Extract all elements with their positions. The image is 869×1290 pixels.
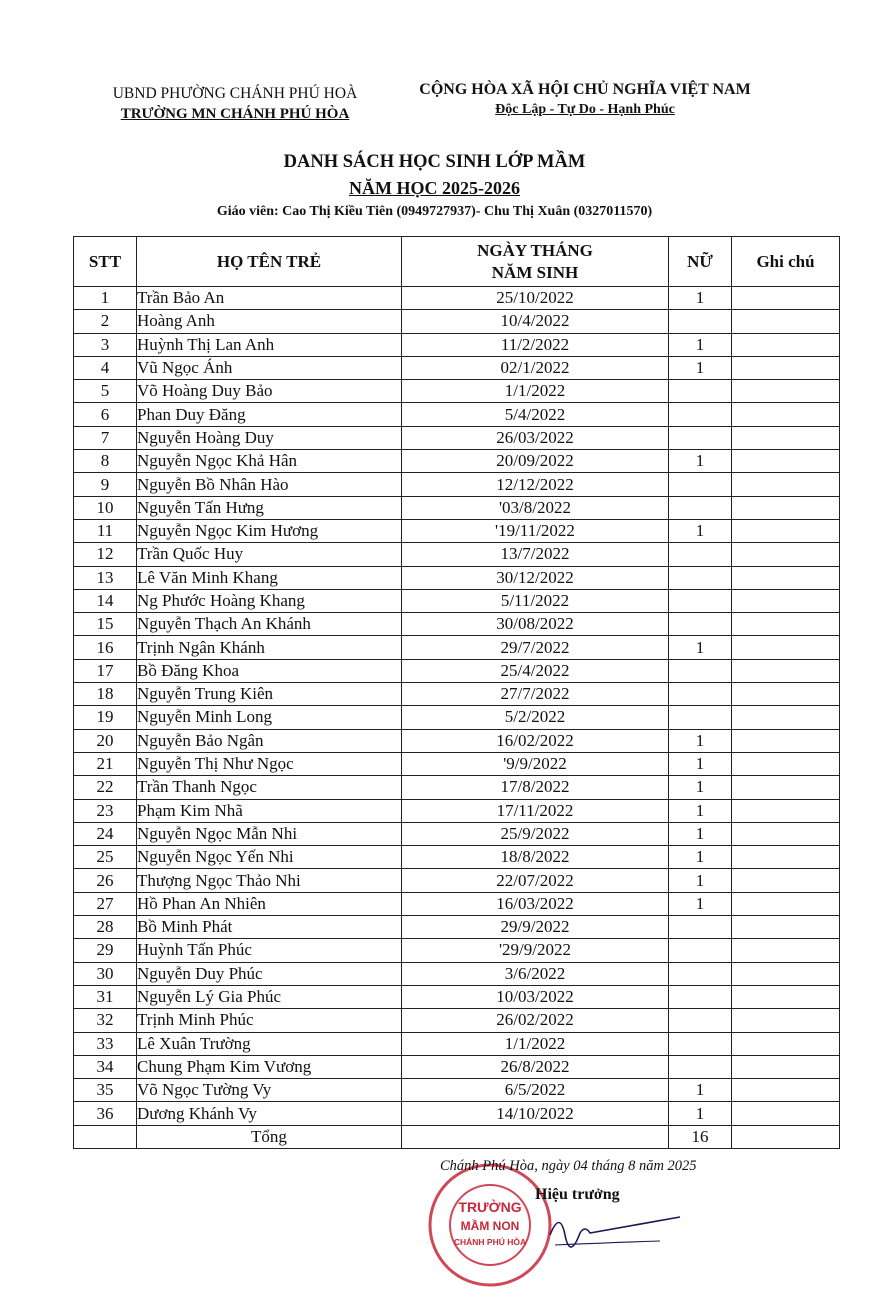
table-row [74, 962, 840, 985]
row-name: Ng Phước Hoàng Khang [137, 589, 402, 612]
total-dob-cell [402, 1125, 669, 1148]
row-note [732, 473, 840, 496]
row-note [732, 426, 840, 449]
row-female: 1 [669, 869, 732, 892]
table-row [74, 496, 840, 519]
row-dob: 1/1/2022 [402, 1032, 669, 1055]
table-row [74, 450, 840, 473]
row-stt: 36 [74, 1102, 137, 1125]
row-name: Nguyễn Bảo Ngân [137, 729, 402, 752]
row-dob: 22/07/2022 [402, 869, 669, 892]
header-left [100, 84, 370, 124]
table-row [74, 356, 840, 379]
row-name: Nguyễn Duy Phúc [137, 962, 402, 985]
row-female: 1 [669, 519, 732, 542]
row-note [732, 613, 840, 636]
header-dob-line2: NĂM SINH [491, 262, 579, 282]
row-name: Lê Xuân Trường [137, 1032, 402, 1055]
row-name: Thượng Ngọc Thảo Nhi [137, 869, 402, 892]
row-note [732, 403, 840, 426]
table-row [74, 1009, 840, 1032]
table-row [74, 566, 840, 589]
row-note [732, 985, 840, 1008]
table-row [74, 1102, 840, 1125]
row-stt: 6 [74, 403, 137, 426]
row-name: Nguyễn Ngọc Mẫn Nhi [137, 822, 402, 845]
table-row [74, 683, 840, 706]
row-female [669, 613, 732, 636]
row-female: 1 [669, 729, 732, 752]
row-name: Phạm Kim Nhã [137, 799, 402, 822]
table-row [74, 776, 840, 799]
row-dob: 25/9/2022 [402, 822, 669, 845]
table-row [74, 846, 840, 869]
row-dob: 25/4/2022 [402, 659, 669, 682]
table-row [74, 1079, 840, 1102]
row-stt: 35 [74, 1079, 137, 1102]
footer-date: Chánh Phú Hòa, ngày 04 tháng 8 năm 2025 [440, 1158, 697, 1174]
row-name: Hoàng Anh [137, 310, 402, 333]
row-dob: 6/5/2022 [402, 1079, 669, 1102]
row-female [669, 1032, 732, 1055]
row-female: 1 [669, 799, 732, 822]
row-female [669, 683, 732, 706]
table-row [74, 659, 840, 682]
table-header-row [74, 237, 840, 287]
row-dob: 5/11/2022 [402, 589, 669, 612]
table-row [74, 1055, 840, 1078]
row-note [732, 729, 840, 752]
row-female: 1 [669, 450, 732, 473]
row-name: Phan Duy Đăng [137, 403, 402, 426]
row-stt: 29 [74, 939, 137, 962]
row-dob: 3/6/2022 [402, 962, 669, 985]
row-name: Lê Văn Minh Khang [137, 566, 402, 589]
row-stt: 9 [74, 473, 137, 496]
row-note [732, 916, 840, 939]
row-name: Huỳnh Thị Lan Anh [137, 333, 402, 356]
row-dob: 16/02/2022 [402, 729, 669, 752]
row-stt: 32 [74, 1009, 137, 1032]
table-row [74, 310, 840, 333]
document-title: DANH SÁCH HỌC SINH LỚP MẦM [283, 152, 586, 172]
row-stt: 24 [74, 822, 137, 845]
stamp-text-top: TRƯỜNG [458, 1199, 522, 1215]
row-stt: 25 [74, 846, 137, 869]
table-row [74, 706, 840, 729]
table-row [74, 729, 840, 752]
row-dob: 5/2/2022 [402, 706, 669, 729]
total-label: Tổng [137, 1125, 402, 1148]
row-dob: 29/7/2022 [402, 636, 669, 659]
table-row [74, 473, 840, 496]
table-row [74, 916, 840, 939]
school-name: TRƯỜNG MN CHÁNH PHÚ HÒA [120, 106, 350, 122]
table-row [74, 636, 840, 659]
row-stt: 1 [74, 287, 137, 310]
table-row [74, 333, 840, 356]
row-dob: '9/9/2022 [402, 752, 669, 775]
row-dob: 17/11/2022 [402, 799, 669, 822]
row-note [732, 659, 840, 682]
row-dob: 10/03/2022 [402, 985, 669, 1008]
row-dob: 27/7/2022 [402, 683, 669, 706]
row-note [732, 380, 840, 403]
row-dob: '29/9/2022 [402, 939, 669, 962]
row-note [732, 1032, 840, 1055]
table-body [74, 287, 840, 1126]
table-row [74, 892, 840, 915]
school-year: NĂM HỌC 2025-2026 [349, 178, 520, 198]
student-table [73, 236, 840, 1149]
row-note [732, 450, 840, 473]
row-note [732, 846, 840, 869]
row-dob: 12/12/2022 [402, 473, 669, 496]
row-name: Trần Bảo An [137, 287, 402, 310]
row-dob: '19/11/2022 [402, 519, 669, 542]
total-stt-cell [74, 1125, 137, 1148]
row-female: 1 [669, 776, 732, 799]
row-note [732, 869, 840, 892]
row-female: 1 [669, 892, 732, 915]
row-name: Bồ Đăng Khoa [137, 659, 402, 682]
row-stt: 33 [74, 1032, 137, 1055]
row-name: Nguyễn Minh Long [137, 706, 402, 729]
row-note [732, 519, 840, 542]
row-stt: 2 [74, 310, 137, 333]
national-motto: Độc Lập - Tự Do - Hạnh Phúc [495, 102, 675, 117]
table-row [74, 1032, 840, 1055]
row-female: 1 [669, 333, 732, 356]
row-note [732, 706, 840, 729]
row-name: Nguyễn Ngọc Kim Hương [137, 519, 402, 542]
table-row [74, 519, 840, 542]
school-stamp [425, 1160, 555, 1290]
row-stt: 14 [74, 589, 137, 612]
teacher-info: Giáo viên: Cao Thị Kiều Tiên (0949727937)- Chu Thị Xuân (0327011570) [216, 204, 653, 219]
row-note [732, 543, 840, 566]
row-female: 1 [669, 752, 732, 775]
row-name: Bồ Minh Phát [137, 916, 402, 939]
row-dob: 26/03/2022 [402, 426, 669, 449]
row-name: Trịnh Minh Phúc [137, 1009, 402, 1032]
table-row [74, 799, 840, 822]
row-stt: 5 [74, 380, 137, 403]
row-female [669, 659, 732, 682]
row-name: Huỳnh Tấn Phúc [137, 939, 402, 962]
principal-signature [540, 1205, 690, 1250]
row-note [732, 356, 840, 379]
total-female: 16 [669, 1125, 732, 1148]
principal-title: Hiệu trưởng [535, 1186, 620, 1203]
row-note [732, 939, 840, 962]
row-stt: 30 [74, 962, 137, 985]
row-note [732, 287, 840, 310]
row-dob: 11/2/2022 [402, 333, 669, 356]
row-female [669, 380, 732, 403]
row-note [732, 683, 840, 706]
national-title: CỘNG HÒA XÃ HỘI CHỦ NGHĨA VIỆT NAM [419, 81, 751, 98]
stamp-text-bottom: CHÁNH PHÚ HÒA [453, 1237, 527, 1247]
row-name: Nguyễn Lý Gia Phúc [137, 985, 402, 1008]
table-row [74, 939, 840, 962]
row-name: Nguyễn Ngọc Khả Hân [137, 450, 402, 473]
table-row [74, 543, 840, 566]
row-stt: 34 [74, 1055, 137, 1078]
row-stt: 21 [74, 752, 137, 775]
row-stt: 3 [74, 333, 137, 356]
row-dob: 18/8/2022 [402, 846, 669, 869]
row-name: Nguyễn Tấn Hưng [137, 496, 402, 519]
row-name: Nguyễn Thạch An Khánh [137, 613, 402, 636]
row-name: Trịnh Ngân Khánh [137, 636, 402, 659]
row-female [669, 566, 732, 589]
row-dob: 10/4/2022 [402, 310, 669, 333]
row-note [732, 496, 840, 519]
row-note [732, 1055, 840, 1078]
row-dob: '03/8/2022 [402, 496, 669, 519]
row-dob: 30/08/2022 [402, 613, 669, 636]
row-name: Trần Thanh Ngọc [137, 776, 402, 799]
header-name: HỌ TÊN TRẺ [137, 237, 402, 287]
row-dob: 26/8/2022 [402, 1055, 669, 1078]
row-female: 1 [669, 1102, 732, 1125]
row-dob: 14/10/2022 [402, 1102, 669, 1125]
row-stt: 8 [74, 450, 137, 473]
row-stt: 28 [74, 916, 137, 939]
header-dob [402, 237, 669, 287]
table-row [74, 426, 840, 449]
row-female [669, 473, 732, 496]
row-name: Vũ Ngọc Ánh [137, 356, 402, 379]
row-dob: 02/1/2022 [402, 356, 669, 379]
row-note [732, 589, 840, 612]
row-name: Nguyễn Bồ Nhân Hào [137, 473, 402, 496]
row-dob: 1/1/2022 [402, 380, 669, 403]
row-female: 1 [669, 636, 732, 659]
stamp-text-mid: MẦM NON [460, 1219, 520, 1233]
row-female [669, 310, 732, 333]
row-note [732, 822, 840, 845]
row-female [669, 426, 732, 449]
row-female [669, 403, 732, 426]
row-female [669, 1055, 732, 1078]
row-female [669, 962, 732, 985]
row-female: 1 [669, 1079, 732, 1102]
total-note-cell [732, 1125, 840, 1148]
row-note [732, 333, 840, 356]
header-note: Ghi chú [732, 237, 840, 287]
row-stt: 23 [74, 799, 137, 822]
row-note [732, 776, 840, 799]
table-row [74, 822, 840, 845]
table-row [74, 869, 840, 892]
row-note [732, 1009, 840, 1032]
row-note [732, 1102, 840, 1125]
row-name: Nguyễn Trung Kiên [137, 683, 402, 706]
row-name: Hồ Phan An Nhiên [137, 892, 402, 915]
row-name: Trần Quốc Huy [137, 543, 402, 566]
table-row [74, 752, 840, 775]
row-female [669, 589, 732, 612]
row-name: Võ Hoàng Duy Bảo [137, 380, 402, 403]
row-stt: 22 [74, 776, 137, 799]
row-female: 1 [669, 846, 732, 869]
row-dob: 20/09/2022 [402, 450, 669, 473]
row-note [732, 962, 840, 985]
table-row [74, 589, 840, 612]
row-female [669, 939, 732, 962]
total-row [74, 1125, 840, 1148]
table-row [74, 403, 840, 426]
row-note [732, 1079, 840, 1102]
row-stt: 31 [74, 985, 137, 1008]
row-name: Nguyễn Thị Như Ngọc [137, 752, 402, 775]
row-note [732, 636, 840, 659]
row-dob: 16/03/2022 [402, 892, 669, 915]
row-female [669, 985, 732, 1008]
header-female: NỮ [669, 237, 732, 287]
row-dob: 5/4/2022 [402, 403, 669, 426]
row-name: Nguyễn Hoàng Duy [137, 426, 402, 449]
row-stt: 16 [74, 636, 137, 659]
row-stt: 10 [74, 496, 137, 519]
table-row [74, 380, 840, 403]
table-row [74, 613, 840, 636]
row-female [669, 916, 732, 939]
ward-name: UBND PHƯỜNG CHÁNH PHÚ HOÀ [112, 85, 358, 102]
row-stt: 26 [74, 869, 137, 892]
header-right [405, 80, 765, 120]
row-stt: 15 [74, 613, 137, 636]
row-dob: 25/10/2022 [402, 287, 669, 310]
row-stt: 11 [74, 519, 137, 542]
row-stt: 7 [74, 426, 137, 449]
row-dob: 13/7/2022 [402, 543, 669, 566]
row-stt: 17 [74, 659, 137, 682]
row-dob: 26/02/2022 [402, 1009, 669, 1032]
row-name: Nguyễn Ngọc Yến Nhi [137, 846, 402, 869]
row-female: 1 [669, 356, 732, 379]
row-name: Võ Ngọc Tường Vy [137, 1079, 402, 1102]
row-stt: 27 [74, 892, 137, 915]
row-female: 1 [669, 822, 732, 845]
row-female: 1 [669, 287, 732, 310]
row-note [732, 310, 840, 333]
row-name: Dương Khánh Vy [137, 1102, 402, 1125]
row-female [669, 496, 732, 519]
row-stt: 19 [74, 706, 137, 729]
row-stt: 20 [74, 729, 137, 752]
row-note [732, 799, 840, 822]
row-dob: 17/8/2022 [402, 776, 669, 799]
table-row [74, 287, 840, 310]
row-dob: 29/9/2022 [402, 916, 669, 939]
row-stt: 18 [74, 683, 137, 706]
table-row [74, 985, 840, 1008]
row-dob: 30/12/2022 [402, 566, 669, 589]
row-female [669, 706, 732, 729]
row-note [732, 892, 840, 915]
header-dob-line1: NGÀY THÁNG [477, 240, 593, 260]
row-female [669, 543, 732, 566]
header-stt: STT [74, 237, 137, 287]
row-stt: 13 [74, 566, 137, 589]
row-name: Chung Phạm Kim Vương [137, 1055, 402, 1078]
row-stt: 4 [74, 356, 137, 379]
row-note [732, 752, 840, 775]
row-stt: 12 [74, 543, 137, 566]
row-female [669, 1009, 732, 1032]
row-note [732, 566, 840, 589]
